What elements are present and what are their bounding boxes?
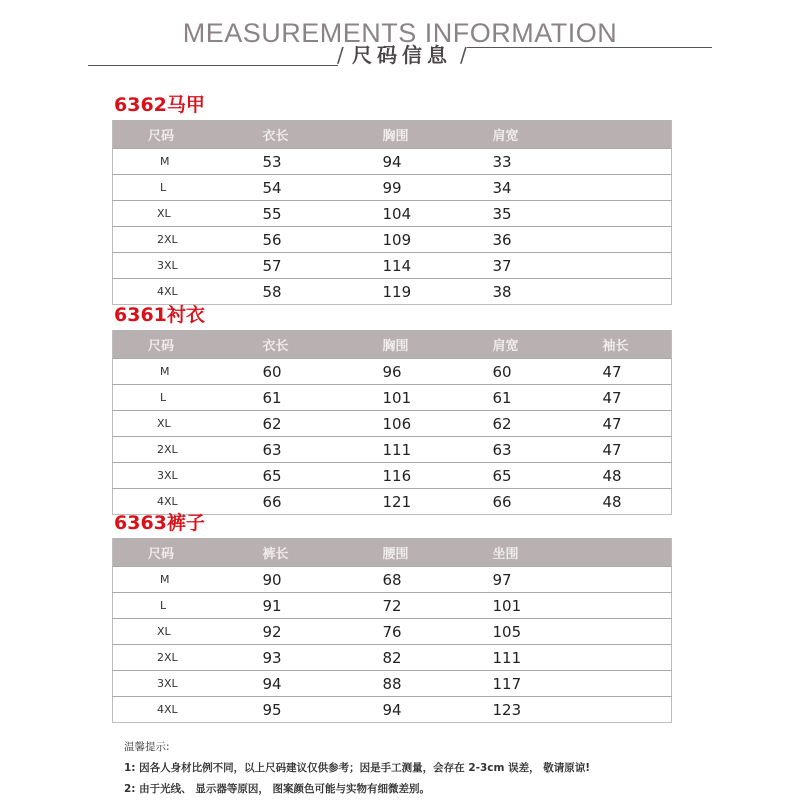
measurement-cell: 65	[493, 463, 603, 489]
table-header-row	[113, 538, 672, 567]
table-row	[113, 359, 672, 385]
measurement-cell: 111	[493, 645, 672, 671]
table-header-row	[113, 330, 672, 359]
table-row	[113, 489, 672, 515]
column-header: 袖长	[603, 330, 672, 359]
size-cell: 3XL	[113, 253, 263, 279]
table-row	[113, 619, 672, 645]
measurement-cell: 123	[493, 697, 672, 723]
measurement-cell: 38	[493, 279, 672, 305]
measurement-cell: 105	[493, 619, 672, 645]
column-header: 裤长	[263, 538, 383, 567]
measurement-cell: 111	[383, 437, 493, 463]
table-row	[113, 671, 672, 697]
slash-right: /	[460, 43, 467, 67]
measurement-cell: 60	[493, 359, 603, 385]
size-cell: L	[113, 385, 263, 411]
column-header: 肩宽	[493, 120, 672, 149]
table-row	[113, 697, 672, 723]
measurement-cell: 109	[383, 227, 493, 253]
measurement-cell: 90	[263, 567, 383, 593]
size-cell: M	[113, 149, 263, 175]
note-item: 1: 因各人身材比例不同，以上尺码建议仅供参考；因是手工测量，会存在 2-3cm 误差， 敬请原谅!	[124, 762, 591, 774]
measurement-cell: 47	[603, 385, 672, 411]
measurement-cell: 96	[383, 359, 493, 385]
measurement-cell: 34	[493, 175, 672, 201]
table-row	[113, 149, 672, 175]
size-cell: XL	[113, 619, 263, 645]
title-english: MEASUREMENTS INFORMATION	[182, 18, 618, 48]
measurement-cell: 48	[603, 489, 672, 515]
size-cell: XL	[113, 411, 263, 437]
measurement-cell: 56	[263, 227, 383, 253]
measurement-cell: 106	[383, 411, 493, 437]
divider-right	[467, 47, 712, 48]
measurement-cell: 92	[263, 619, 383, 645]
size-cell: 2XL	[113, 645, 263, 671]
measurement-cell: 121	[383, 489, 493, 515]
column-header: 胸围	[383, 330, 493, 359]
measurement-cell: 47	[603, 359, 672, 385]
measurement-cell: 101	[383, 385, 493, 411]
measurement-cell: 94	[383, 697, 493, 723]
size-cell: 2XL	[113, 227, 263, 253]
size-cell: M	[113, 567, 263, 593]
size-cell: L	[113, 593, 263, 619]
table-row	[113, 567, 672, 593]
column-header: 尺码	[113, 330, 263, 359]
column-header: 衣长	[263, 330, 383, 359]
measurement-cell: 117	[493, 671, 672, 697]
column-header: 腰围	[383, 538, 493, 567]
size-cell: 4XL	[113, 489, 263, 515]
size-table-pants	[112, 538, 672, 723]
note-item: 2: 由于光线、 显示器等原因， 图案颜色可能与实物有细微差别。	[124, 783, 430, 795]
table-row	[113, 201, 672, 227]
size-cell: XL	[113, 201, 263, 227]
measurement-cell: 37	[493, 253, 672, 279]
measurement-cell: 63	[263, 437, 383, 463]
measurement-cell: 63	[493, 437, 603, 463]
size-cell: 4XL	[113, 279, 263, 305]
measurement-cell: 94	[383, 149, 493, 175]
measurement-cell: 99	[383, 175, 493, 201]
table-row	[113, 411, 672, 437]
table-row	[113, 279, 672, 305]
size-table-shirt	[112, 330, 672, 515]
column-header: 尺码	[113, 538, 263, 567]
measurement-cell: 65	[263, 463, 383, 489]
measurement-cell: 82	[383, 645, 493, 671]
section-title-pants: 6363裤子	[114, 512, 205, 534]
measurement-cell: 94	[263, 671, 383, 697]
table-row	[113, 175, 672, 201]
measurement-cell: 61	[493, 385, 603, 411]
measurement-cell: 97	[493, 567, 672, 593]
size-cell: M	[113, 359, 263, 385]
column-header: 尺码	[113, 120, 263, 149]
table-row	[113, 437, 672, 463]
measurement-cell: 53	[263, 149, 383, 175]
measurement-cell: 55	[263, 201, 383, 227]
table-row	[113, 227, 672, 253]
divider-left	[88, 65, 338, 66]
measurement-cell: 48	[603, 463, 672, 489]
measurement-cell: 93	[263, 645, 383, 671]
measurement-cell: 104	[383, 201, 493, 227]
column-header: 坐围	[493, 538, 672, 567]
size-cell: 3XL	[113, 463, 263, 489]
measurement-cell: 119	[383, 279, 493, 305]
table-row	[113, 645, 672, 671]
measurement-cell: 72	[383, 593, 493, 619]
measurement-cell: 66	[493, 489, 603, 515]
table-row	[113, 253, 672, 279]
measurement-cell: 58	[263, 279, 383, 305]
measurement-cell: 62	[263, 411, 383, 437]
measurement-cell: 88	[383, 671, 493, 697]
size-table-vest	[112, 120, 672, 305]
size-cell: 4XL	[113, 697, 263, 723]
measurement-cell: 91	[263, 593, 383, 619]
size-cell: 3XL	[113, 671, 263, 697]
measurement-cell: 68	[383, 567, 493, 593]
notes-heading: 温馨提示:	[124, 741, 170, 753]
column-header: 衣长	[263, 120, 383, 149]
section-title-vest: 6362马甲	[114, 94, 205, 116]
table-row	[113, 463, 672, 489]
measurement-cell: 36	[493, 227, 672, 253]
measurement-cell: 47	[603, 411, 672, 437]
section-title-shirt: 6361衬衣	[114, 304, 205, 326]
measurement-cell: 101	[493, 593, 672, 619]
title-chinese: 尺码信息	[352, 43, 452, 67]
column-header: 胸围	[383, 120, 493, 149]
measurement-cell: 61	[263, 385, 383, 411]
size-cell: L	[113, 175, 263, 201]
measurement-cell: 60	[263, 359, 383, 385]
measurement-cell: 33	[493, 149, 672, 175]
measurement-cell: 95	[263, 697, 383, 723]
size-cell: 2XL	[113, 437, 263, 463]
measurement-cell: 35	[493, 201, 672, 227]
notes	[124, 737, 744, 800]
table-header-row	[113, 120, 672, 149]
measurement-cell: 116	[383, 463, 493, 489]
measurement-cell: 76	[383, 619, 493, 645]
slash-left: /	[337, 43, 344, 67]
measurement-cell: 66	[263, 489, 383, 515]
measurement-cell: 114	[383, 253, 493, 279]
measurement-cell: 54	[263, 175, 383, 201]
table-row	[113, 385, 672, 411]
measurement-cell: 62	[493, 411, 603, 437]
table-row	[113, 593, 672, 619]
measurement-cell: 57	[263, 253, 383, 279]
column-header: 肩宽	[493, 330, 603, 359]
measurement-cell: 47	[603, 437, 672, 463]
